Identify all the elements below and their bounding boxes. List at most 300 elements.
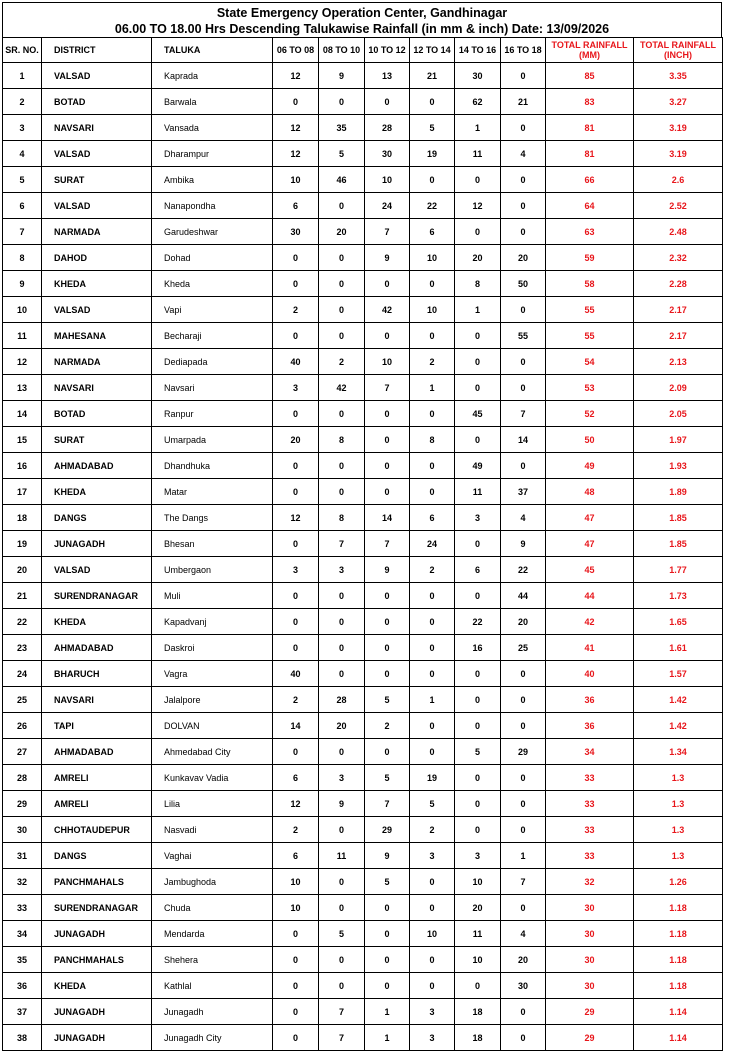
rain-14-16-cell: 12 xyxy=(455,193,501,219)
total-inch-cell: 1.97 xyxy=(634,427,723,453)
rain-08-10-cell: 7 xyxy=(319,531,365,557)
sr-no-cell: 1 xyxy=(3,63,42,89)
rain-12-14-cell: 0 xyxy=(410,583,455,609)
sr-no-cell: 6 xyxy=(3,193,42,219)
rain-10-12-cell: 1 xyxy=(365,1025,410,1051)
total-mm-cell: 54 xyxy=(546,349,634,375)
rain-06-08-cell: 0 xyxy=(273,947,319,973)
total-mm-cell: 42 xyxy=(546,609,634,635)
rain-06-08-cell: 10 xyxy=(273,895,319,921)
taluka-cell: Vansada xyxy=(152,115,273,141)
rain-08-10-cell: 35 xyxy=(319,115,365,141)
rain-06-08-cell: 6 xyxy=(273,765,319,791)
total-inch-cell: 1.85 xyxy=(634,505,723,531)
rain-06-08-cell: 0 xyxy=(273,921,319,947)
district-cell: TAPI xyxy=(42,713,152,739)
total-mm-cell: 85 xyxy=(546,63,634,89)
rain-08-10-cell: 0 xyxy=(319,453,365,479)
rain-12-14-cell: 3 xyxy=(410,1025,455,1051)
rain-10-12-cell: 0 xyxy=(365,427,410,453)
rain-16-18-cell: 20 xyxy=(501,609,546,635)
total-mm-cell: 66 xyxy=(546,167,634,193)
table-row xyxy=(3,323,723,349)
rain-14-16-cell: 30 xyxy=(455,63,501,89)
sr-no-cell: 3 xyxy=(3,115,42,141)
rain-08-10-cell: 0 xyxy=(319,609,365,635)
total-mm-cell: 36 xyxy=(546,687,634,713)
taluka-cell: Shehera xyxy=(152,947,273,973)
taluka-cell: Kathlal xyxy=(152,973,273,999)
rain-10-12-cell: 24 xyxy=(365,193,410,219)
sr-no-cell: 32 xyxy=(3,869,42,895)
district-cell: AMRELI xyxy=(42,791,152,817)
total-mm-cell: 30 xyxy=(546,921,634,947)
taluka-cell: Umarpada xyxy=(152,427,273,453)
total-mm-cell: 36 xyxy=(546,713,634,739)
rain-14-16-cell: 0 xyxy=(455,349,501,375)
taluka-cell: Ranpur xyxy=(152,401,273,427)
rain-16-18-cell: 25 xyxy=(501,635,546,661)
rain-08-10-cell: 8 xyxy=(319,427,365,453)
total-inch-cell: 3.35 xyxy=(634,63,723,89)
sr-no-cell: 38 xyxy=(3,1025,42,1051)
rain-14-16-cell: 11 xyxy=(455,479,501,505)
total-mm-cell: 49 xyxy=(546,453,634,479)
column-header-total-mm: TOTAL RAINFALL (MM) xyxy=(546,38,634,63)
rain-06-08-cell: 0 xyxy=(273,323,319,349)
rain-16-18-cell: 0 xyxy=(501,999,546,1025)
rain-06-08-cell: 0 xyxy=(273,479,319,505)
rain-10-12-cell: 7 xyxy=(365,219,410,245)
total-mm-cell: 58 xyxy=(546,271,634,297)
rain-08-10-cell: 0 xyxy=(319,583,365,609)
taluka-cell: DOLVAN xyxy=(152,713,273,739)
district-cell: SURAT xyxy=(42,427,152,453)
rain-06-08-cell: 3 xyxy=(273,375,319,401)
rain-14-16-cell: 49 xyxy=(455,453,501,479)
district-cell: NAVSARI xyxy=(42,375,152,401)
rain-08-10-cell: 0 xyxy=(319,661,365,687)
column-header: 06 TO 08 xyxy=(273,38,319,63)
taluka-cell: Navsari xyxy=(152,375,273,401)
sr-no-cell: 20 xyxy=(3,557,42,583)
rain-12-14-cell: 8 xyxy=(410,427,455,453)
sr-no-cell: 10 xyxy=(3,297,42,323)
total-inch-cell: 2.32 xyxy=(634,245,723,271)
taluka-cell: Umbergaon xyxy=(152,557,273,583)
rain-14-16-cell: 0 xyxy=(455,791,501,817)
total-inch-cell: 3.27 xyxy=(634,89,723,115)
column-header-total-inch: TOTAL RAINFALL (INCH) xyxy=(634,38,723,63)
rain-08-10-cell: 42 xyxy=(319,375,365,401)
rain-10-12-cell: 28 xyxy=(365,115,410,141)
total-mm-cell: 64 xyxy=(546,193,634,219)
total-mm-cell: 47 xyxy=(546,505,634,531)
rain-14-16-cell: 20 xyxy=(455,245,501,271)
rain-14-16-cell: 0 xyxy=(455,661,501,687)
rain-16-18-cell: 9 xyxy=(501,531,546,557)
table-row xyxy=(3,89,723,115)
rain-10-12-cell: 0 xyxy=(365,271,410,297)
rain-16-18-cell: 55 xyxy=(501,323,546,349)
rain-12-14-cell: 6 xyxy=(410,505,455,531)
rain-12-14-cell: 0 xyxy=(410,895,455,921)
total-inch-cell: 1.14 xyxy=(634,1025,723,1051)
district-cell: VALSAD xyxy=(42,297,152,323)
table-row xyxy=(3,739,723,765)
column-header: TALUKA xyxy=(152,38,273,63)
rain-16-18-cell: 1 xyxy=(501,843,546,869)
total-inch-cell: 3.19 xyxy=(634,115,723,141)
rain-12-14-cell: 0 xyxy=(410,661,455,687)
total-inch-cell: 1.18 xyxy=(634,895,723,921)
rain-14-16-cell: 0 xyxy=(455,427,501,453)
rain-06-08-cell: 12 xyxy=(273,791,319,817)
rain-12-14-cell: 0 xyxy=(410,401,455,427)
district-cell: AHMADABAD xyxy=(42,453,152,479)
rain-10-12-cell: 9 xyxy=(365,557,410,583)
rain-14-16-cell: 0 xyxy=(455,817,501,843)
total-inch-cell: 2.13 xyxy=(634,349,723,375)
rain-10-12-cell: 5 xyxy=(365,765,410,791)
total-mm-cell: 45 xyxy=(546,557,634,583)
total-mm-cell: 44 xyxy=(546,583,634,609)
total-mm-cell: 81 xyxy=(546,141,634,167)
rain-08-10-cell: 0 xyxy=(319,271,365,297)
rain-06-08-cell: 10 xyxy=(273,167,319,193)
rain-06-08-cell: 20 xyxy=(273,427,319,453)
column-header: 10 TO 12 xyxy=(365,38,410,63)
taluka-cell: Kapadvanj xyxy=(152,609,273,635)
table-row xyxy=(3,921,723,947)
total-inch-cell: 2.6 xyxy=(634,167,723,193)
rain-06-08-cell: 0 xyxy=(273,245,319,271)
taluka-cell: Becharaji xyxy=(152,323,273,349)
rain-12-14-cell: 0 xyxy=(410,947,455,973)
rain-16-18-cell: 0 xyxy=(501,453,546,479)
table-row xyxy=(3,505,723,531)
sr-no-cell: 26 xyxy=(3,713,42,739)
table-row xyxy=(3,817,723,843)
district-cell: DANGS xyxy=(42,843,152,869)
rain-14-16-cell: 18 xyxy=(455,1025,501,1051)
table-body xyxy=(3,63,723,1051)
district-cell: AHMADABAD xyxy=(42,739,152,765)
rain-10-12-cell: 0 xyxy=(365,921,410,947)
rain-14-16-cell: 0 xyxy=(455,687,501,713)
total-inch-cell: 2.17 xyxy=(634,297,723,323)
taluka-cell: Mendarda xyxy=(152,921,273,947)
total-mm-cell: 34 xyxy=(546,739,634,765)
rain-08-10-cell: 7 xyxy=(319,1025,365,1051)
district-cell: NARMADA xyxy=(42,349,152,375)
taluka-cell: Daskroi xyxy=(152,635,273,661)
rain-08-10-cell: 11 xyxy=(319,843,365,869)
total-inch-cell: 1.18 xyxy=(634,921,723,947)
rain-16-18-cell: 20 xyxy=(501,947,546,973)
rain-14-16-cell: 6 xyxy=(455,557,501,583)
table-row xyxy=(3,687,723,713)
table-row xyxy=(3,219,723,245)
taluka-cell: Ambika xyxy=(152,167,273,193)
rain-08-10-cell: 7 xyxy=(319,999,365,1025)
total-inch-cell: 1.26 xyxy=(634,869,723,895)
total-mm-cell: 40 xyxy=(546,661,634,687)
total-inch-cell: 1.18 xyxy=(634,947,723,973)
total-mm-cell: 52 xyxy=(546,401,634,427)
rain-10-12-cell: 9 xyxy=(365,843,410,869)
rain-16-18-cell: 7 xyxy=(501,401,546,427)
rain-08-10-cell: 20 xyxy=(319,713,365,739)
sr-no-cell: 34 xyxy=(3,921,42,947)
table-row xyxy=(3,869,723,895)
rain-12-14-cell: 10 xyxy=(410,297,455,323)
district-cell: DANGS xyxy=(42,505,152,531)
total-inch-cell: 1.65 xyxy=(634,609,723,635)
rain-12-14-cell: 19 xyxy=(410,141,455,167)
table-row xyxy=(3,401,723,427)
rain-16-18-cell: 4 xyxy=(501,921,546,947)
rain-10-12-cell: 10 xyxy=(365,167,410,193)
table-row xyxy=(3,63,723,89)
district-cell: VALSAD xyxy=(42,193,152,219)
rain-16-18-cell: 22 xyxy=(501,557,546,583)
total-inch-cell: 2.28 xyxy=(634,271,723,297)
total-mm-cell: 32 xyxy=(546,869,634,895)
rain-12-14-cell: 0 xyxy=(410,89,455,115)
total-mm-cell: 50 xyxy=(546,427,634,453)
column-header: 14 TO 16 xyxy=(455,38,501,63)
rain-12-14-cell: 0 xyxy=(410,271,455,297)
sr-no-cell: 22 xyxy=(3,609,42,635)
sr-no-cell: 30 xyxy=(3,817,42,843)
taluka-cell: Bhesan xyxy=(152,531,273,557)
sr-no-cell: 11 xyxy=(3,323,42,349)
rain-16-18-cell: 7 xyxy=(501,869,546,895)
rain-10-12-cell: 0 xyxy=(365,739,410,765)
rain-10-12-cell: 10 xyxy=(365,349,410,375)
taluka-cell: Dharampur xyxy=(152,141,273,167)
rain-06-08-cell: 0 xyxy=(273,1025,319,1051)
table-row xyxy=(3,531,723,557)
rain-10-12-cell: 29 xyxy=(365,817,410,843)
taluka-cell: Ahmedabad City xyxy=(152,739,273,765)
taluka-cell: Nanapondha xyxy=(152,193,273,219)
rain-16-18-cell: 29 xyxy=(501,739,546,765)
district-cell: SURENDRANAGAR xyxy=(42,895,152,921)
rain-06-08-cell: 6 xyxy=(273,193,319,219)
rainfall-table xyxy=(2,37,723,1051)
total-mm-cell: 48 xyxy=(546,479,634,505)
taluka-cell: Matar xyxy=(152,479,273,505)
total-mm-cell: 83 xyxy=(546,89,634,115)
rain-14-16-cell: 0 xyxy=(455,583,501,609)
district-cell: SURENDRANAGAR xyxy=(42,583,152,609)
district-cell: KHEDA xyxy=(42,973,152,999)
total-mm-cell: 47 xyxy=(546,531,634,557)
rain-12-14-cell: 22 xyxy=(410,193,455,219)
total-mm-cell: 55 xyxy=(546,323,634,349)
rain-16-18-cell: 0 xyxy=(501,193,546,219)
rain-12-14-cell: 0 xyxy=(410,479,455,505)
rain-12-14-cell: 5 xyxy=(410,115,455,141)
rain-14-16-cell: 0 xyxy=(455,973,501,999)
total-inch-cell: 2.52 xyxy=(634,193,723,219)
column-header: 12 TO 14 xyxy=(410,38,455,63)
sr-no-cell: 16 xyxy=(3,453,42,479)
rain-12-14-cell: 0 xyxy=(410,713,455,739)
taluka-cell: Nasvadi xyxy=(152,817,273,843)
rain-14-16-cell: 0 xyxy=(455,713,501,739)
rain-14-16-cell: 18 xyxy=(455,999,501,1025)
district-cell: KHEDA xyxy=(42,479,152,505)
district-cell: NARMADA xyxy=(42,219,152,245)
table-row xyxy=(3,999,723,1025)
total-inch-cell: 1.77 xyxy=(634,557,723,583)
total-inch-cell: 1.3 xyxy=(634,791,723,817)
rain-06-08-cell: 0 xyxy=(273,453,319,479)
table-row xyxy=(3,947,723,973)
total-inch-cell: 2.17 xyxy=(634,323,723,349)
sr-no-cell: 7 xyxy=(3,219,42,245)
rain-14-16-cell: 8 xyxy=(455,271,501,297)
total-inch-cell: 2.09 xyxy=(634,375,723,401)
rain-10-12-cell: 42 xyxy=(365,297,410,323)
rain-12-14-cell: 0 xyxy=(410,453,455,479)
rain-14-16-cell: 1 xyxy=(455,297,501,323)
total-mm-cell: 33 xyxy=(546,791,634,817)
rain-14-16-cell: 0 xyxy=(455,531,501,557)
total-mm-cell: 30 xyxy=(546,895,634,921)
rain-06-08-cell: 12 xyxy=(273,115,319,141)
rain-10-12-cell: 0 xyxy=(365,947,410,973)
rain-08-10-cell: 9 xyxy=(319,63,365,89)
rain-10-12-cell: 0 xyxy=(365,453,410,479)
rain-08-10-cell: 0 xyxy=(319,297,365,323)
total-mm-cell: 33 xyxy=(546,817,634,843)
rain-14-16-cell: 45 xyxy=(455,401,501,427)
rain-14-16-cell: 20 xyxy=(455,895,501,921)
taluka-cell: Kheda xyxy=(152,271,273,297)
rain-12-14-cell: 2 xyxy=(410,557,455,583)
total-inch-cell: 1.14 xyxy=(634,999,723,1025)
total-inch-cell: 1.89 xyxy=(634,479,723,505)
table-row xyxy=(3,791,723,817)
taluka-cell: Junagadh xyxy=(152,999,273,1025)
sr-no-cell: 4 xyxy=(3,141,42,167)
rain-06-08-cell: 3 xyxy=(273,557,319,583)
rain-08-10-cell: 0 xyxy=(319,895,365,921)
rain-16-18-cell: 0 xyxy=(501,791,546,817)
table-row xyxy=(3,479,723,505)
sr-no-cell: 24 xyxy=(3,661,42,687)
rain-08-10-cell: 0 xyxy=(319,401,365,427)
table-header-row xyxy=(3,38,723,63)
table-row xyxy=(3,193,723,219)
rain-16-18-cell: 20 xyxy=(501,245,546,271)
total-inch-cell: 1.34 xyxy=(634,739,723,765)
rain-16-18-cell: 44 xyxy=(501,583,546,609)
rain-12-14-cell: 10 xyxy=(410,245,455,271)
total-inch-cell: 1.18 xyxy=(634,973,723,999)
rain-10-12-cell: 30 xyxy=(365,141,410,167)
rain-08-10-cell: 28 xyxy=(319,687,365,713)
table-row xyxy=(3,427,723,453)
rain-10-12-cell: 0 xyxy=(365,583,410,609)
rain-14-16-cell: 3 xyxy=(455,843,501,869)
taluka-cell: Chuda xyxy=(152,895,273,921)
rain-08-10-cell: 46 xyxy=(319,167,365,193)
rain-12-14-cell: 0 xyxy=(410,739,455,765)
sr-no-cell: 29 xyxy=(3,791,42,817)
rain-08-10-cell: 0 xyxy=(319,817,365,843)
district-cell: KHEDA xyxy=(42,271,152,297)
district-cell: BOTAD xyxy=(42,401,152,427)
rain-16-18-cell: 0 xyxy=(501,687,546,713)
district-cell: SURAT xyxy=(42,167,152,193)
rain-06-08-cell: 0 xyxy=(273,583,319,609)
rain-10-12-cell: 2 xyxy=(365,713,410,739)
rain-06-08-cell: 2 xyxy=(273,687,319,713)
rain-12-14-cell: 3 xyxy=(410,843,455,869)
rain-10-12-cell: 13 xyxy=(365,63,410,89)
report-header xyxy=(2,2,722,37)
rain-16-18-cell: 0 xyxy=(501,895,546,921)
rain-10-12-cell: 0 xyxy=(365,609,410,635)
sr-no-cell: 25 xyxy=(3,687,42,713)
rain-16-18-cell: 0 xyxy=(501,115,546,141)
rain-16-18-cell: 0 xyxy=(501,1025,546,1051)
table-row xyxy=(3,349,723,375)
taluka-cell: Dediapada xyxy=(152,349,273,375)
district-cell: JUNAGADH xyxy=(42,531,152,557)
district-cell: AMRELI xyxy=(42,765,152,791)
rain-14-16-cell: 22 xyxy=(455,609,501,635)
table-row xyxy=(3,843,723,869)
district-cell: BHARUCH xyxy=(42,661,152,687)
rain-10-12-cell: 0 xyxy=(365,661,410,687)
rain-16-18-cell: 0 xyxy=(501,349,546,375)
sr-no-cell: 9 xyxy=(3,271,42,297)
rain-06-08-cell: 0 xyxy=(273,89,319,115)
rain-06-08-cell: 2 xyxy=(273,817,319,843)
rain-06-08-cell: 0 xyxy=(273,635,319,661)
district-cell: VALSAD xyxy=(42,557,152,583)
taluka-cell: Jalalpore xyxy=(152,687,273,713)
rain-10-12-cell: 9 xyxy=(365,245,410,271)
taluka-cell: The Dangs xyxy=(152,505,273,531)
district-cell: DAHOD xyxy=(42,245,152,271)
district-cell: JUNAGADH xyxy=(42,999,152,1025)
district-cell: BOTAD xyxy=(42,89,152,115)
rain-06-08-cell: 14 xyxy=(273,713,319,739)
rain-08-10-cell: 0 xyxy=(319,973,365,999)
rain-14-16-cell: 10 xyxy=(455,869,501,895)
rain-10-12-cell: 7 xyxy=(365,375,410,401)
total-mm-cell: 63 xyxy=(546,219,634,245)
total-mm-cell: 30 xyxy=(546,947,634,973)
column-header: 16 TO 18 xyxy=(501,38,546,63)
rain-14-16-cell: 3 xyxy=(455,505,501,531)
table-row xyxy=(3,583,723,609)
column-header: SR. NO. xyxy=(3,38,42,63)
rain-12-14-cell: 24 xyxy=(410,531,455,557)
rain-10-12-cell: 0 xyxy=(365,323,410,349)
taluka-cell: Vapi xyxy=(152,297,273,323)
rain-16-18-cell: 0 xyxy=(501,661,546,687)
total-inch-cell: 1.3 xyxy=(634,843,723,869)
rain-08-10-cell: 0 xyxy=(319,739,365,765)
